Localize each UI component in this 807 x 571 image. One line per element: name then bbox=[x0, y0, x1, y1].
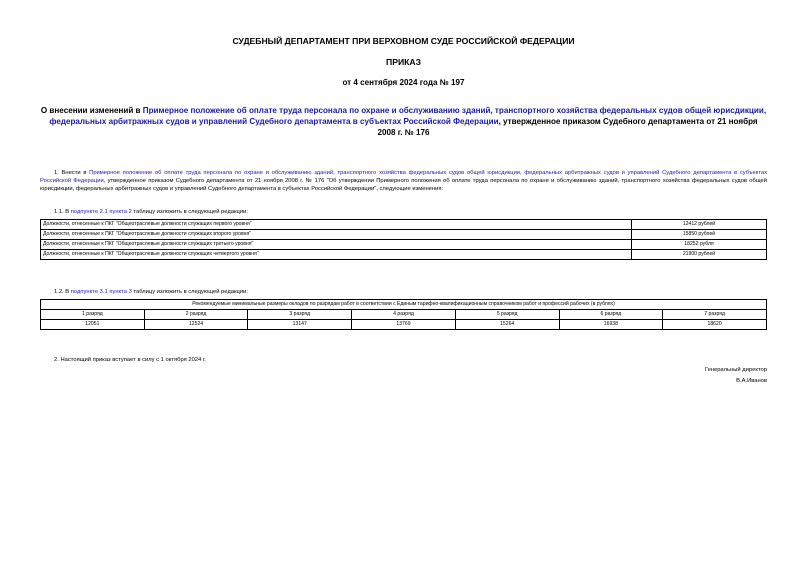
signature-position: Генеральный директор bbox=[704, 367, 767, 373]
table-row bbox=[41, 220, 767, 230]
item-1-2-prefix: 1.2. В bbox=[54, 289, 71, 295]
grade-header: 3 разряд bbox=[248, 310, 352, 320]
table-row bbox=[41, 320, 767, 330]
item-2: 2. Настоящий приказ вступает в силу с 1 октября 2024 г. bbox=[54, 357, 206, 363]
row-label: Должности, отнесенные к ПКГ "Общеотраслевые должности служащих первого уровня" bbox=[41, 220, 632, 230]
item-1-2-suffix: таблицу изложить в следующей редакции: bbox=[131, 289, 248, 295]
item-1-2-link[interactable]: подпункте 3.1 пункта 3 bbox=[70, 289, 132, 295]
row-value: 15850 рублей bbox=[632, 230, 767, 240]
subject-suffix: , утвержденное приказом Судебного департамента от 21 ноября 2008 г. № 176 bbox=[377, 117, 758, 137]
department-title: СУДЕБНЫЙ ДЕПАРТАМЕНТ ПРИ ВЕРХОВНОМ СУДЕ РОССИЙСКОЙ ФЕДЕРАЦИИ bbox=[232, 36, 575, 46]
row-value: 18252 рубля bbox=[632, 240, 767, 250]
item-1-2 bbox=[54, 289, 781, 297]
grade-value: 15264 bbox=[455, 320, 559, 330]
grade-value: 13769 bbox=[352, 320, 456, 330]
grade-value: 12051 bbox=[41, 320, 145, 330]
table-caption: Рекомендуемые минимальные размеры окладов по разрядам работ в соответствии с Единым тарифно-квалификационным справочником работ и профессий рабочих (в рублях) bbox=[41, 300, 767, 310]
grade-header: 5 разряд bbox=[455, 310, 559, 320]
grade-header: 1 разряд bbox=[41, 310, 145, 320]
table-row bbox=[41, 230, 767, 240]
item-1-prefix: 1. Внести в bbox=[54, 170, 90, 176]
item-1-1-suffix: таблицу изложить в следующей редакции: bbox=[131, 209, 248, 215]
row-label: Должности, отнесенные к ПКГ "Общеотраслевые должности служащих третьего уровня" bbox=[41, 240, 632, 250]
grade-value: 18620 bbox=[663, 320, 767, 330]
grade-header: 7 разряд bbox=[663, 310, 767, 320]
subject-prefix: О внесении изменений в bbox=[40, 106, 143, 115]
grade-value: 16938 bbox=[559, 320, 663, 330]
grade-header: 4 разряд bbox=[352, 310, 456, 320]
table-caption-row bbox=[41, 300, 767, 310]
grade-table bbox=[40, 299, 767, 330]
table-row bbox=[41, 240, 767, 250]
salary-table bbox=[40, 219, 767, 260]
item-1-link[interactable]: Примерное положение об оплате труда персонала по охране и обслуживанию зданий, транспортного хозяйства федеральных судов общей юрисдикции, федеральных арбитражных судов и управлений Судебного департамента в субъектах Российской Федерации bbox=[40, 170, 767, 184]
grade-value: 13147 bbox=[248, 320, 352, 330]
table-row bbox=[41, 250, 767, 260]
grade-value: 12524 bbox=[144, 320, 248, 330]
date-number: от 4 сентября 2024 года № 197 bbox=[342, 78, 465, 87]
order-subject bbox=[40, 105, 767, 138]
doc-type-title: ПРИКАЗ bbox=[386, 57, 421, 67]
grade-header: 2 разряд bbox=[144, 310, 248, 320]
table-header-row bbox=[41, 310, 767, 320]
row-value: 21900 рублей bbox=[632, 250, 767, 260]
grade-header: 6 разряд bbox=[559, 310, 663, 320]
item-1 bbox=[40, 170, 767, 194]
item-1-suffix: , утвержденное приказом Судебного департамента от 21 ноября 2008 г. № 176 "Об утверждении Примерного положения об оплате труда персонала по охране и обслуживанию зданий, транспортного хозяйства федеральных судов общей юрисдикции, федеральных арбитражных судов и управлений Судебного департамента в субъектах Российской Федерации", следующие изменения: bbox=[40, 177, 767, 192]
row-value: 12412 рублей bbox=[632, 220, 767, 230]
row-label: Должности, отнесенные к ПКГ "Общеотраслевые должности служащих четвертого уровня" bbox=[41, 250, 632, 260]
item-1-1-link[interactable]: подпункте 2.1 пункта 2 bbox=[70, 209, 132, 215]
row-label: Должности, отнесенные к ПКГ "Общеотраслевые должности служащих второго уровня" bbox=[41, 230, 632, 240]
subject-link[interactable]: Примерное положение об оплате труда персонала по охране и обслуживанию зданий, транспортного хозяйства федеральных судов общей юрисдикции, федеральных арбитражных судов и управлений Судебного департамента в субъектах Российской Федерации bbox=[49, 106, 767, 126]
item-1-1 bbox=[54, 209, 781, 217]
signature-name: В.А.Иванов bbox=[736, 378, 767, 384]
item-1-1-prefix: 1.1. В bbox=[54, 209, 71, 215]
